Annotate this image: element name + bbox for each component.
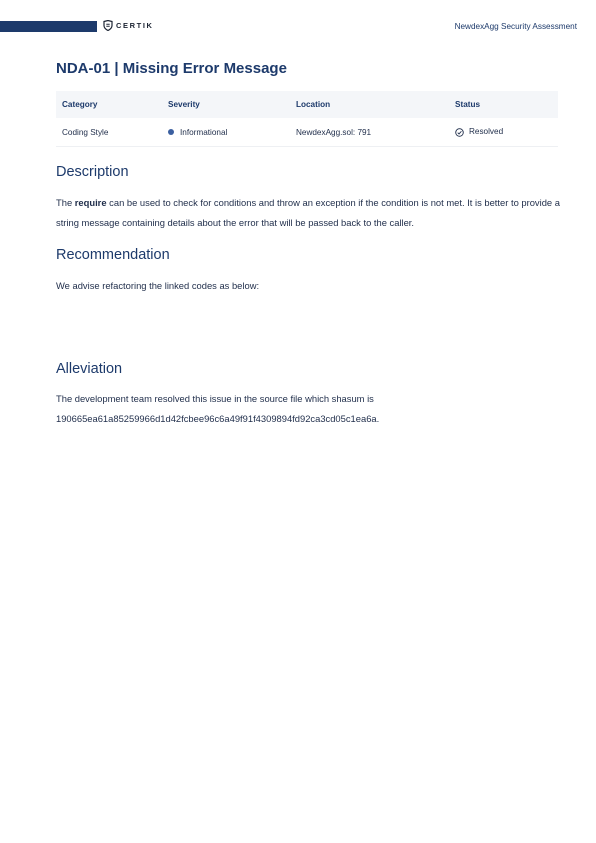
header-accent-bar: [0, 21, 97, 32]
description-text-after: can be used to check for conditions and throw an exception if the condition is not met. It is better to provide a string message containing details about the error that will be passed back to the caller.: [56, 197, 560, 228]
location-cell: NewdexAgg.sol: 791: [290, 118, 449, 147]
finding-title: NDA-01 | Missing Error Message: [56, 60, 287, 77]
column-header-severity: Severity: [162, 91, 290, 118]
table-row: [56, 118, 558, 147]
column-header-location: Location: [290, 91, 449, 118]
certik-shield-icon: [103, 20, 113, 31]
require-keyword: require: [74, 197, 107, 208]
table-header-row: [56, 91, 558, 118]
document-title: NewdexAgg Security Assessment: [454, 22, 577, 31]
description-text-before: The: [56, 197, 75, 208]
description-heading: Description: [56, 164, 129, 180]
recommendation-text: We advise refactoring the linked codes as below:: [56, 280, 260, 291]
column-header-status: Status: [449, 91, 558, 118]
description-text: [56, 193, 561, 232]
status-cell: [449, 118, 558, 147]
column-header-category: Category: [56, 91, 162, 118]
brand-name: CERTIK: [116, 21, 154, 30]
severity-label: Informational: [180, 127, 228, 137]
certik-logo: [103, 20, 154, 31]
alleviation-text: The development team resolved this issue in the source file which shasum is 190665ea61a85259966d1d42fcbee96c6a49f91f4309894fd92ca3cd05c1ea6a.: [56, 393, 380, 424]
alleviation-heading: Alleviation: [56, 361, 123, 377]
status-label: Resolved: [469, 127, 504, 137]
recommendation-heading: Recommendation: [56, 247, 170, 263]
severity-cell: [162, 118, 290, 147]
finding-summary-table: [56, 91, 558, 147]
check-circle-icon: [455, 128, 464, 137]
category-cell: Coding Style: [56, 118, 162, 147]
circle-dot-icon: [168, 129, 174, 135]
